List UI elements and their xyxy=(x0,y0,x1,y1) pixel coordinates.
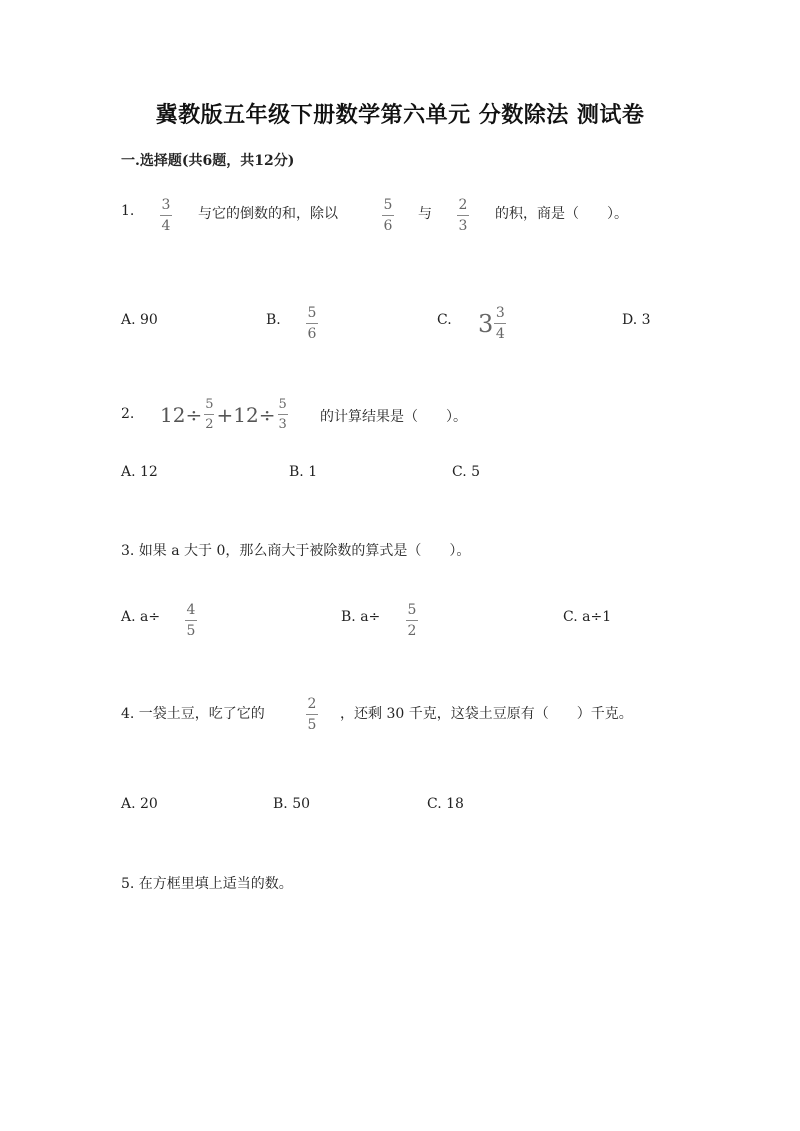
q2-expr-fraction-1 xyxy=(204,398,214,431)
q1-fraction-a xyxy=(160,198,172,233)
q1-option-c-fraction xyxy=(494,306,506,341)
q4-option-a[interactable]: A. 20 xyxy=(121,796,158,812)
q2-expr-number-2: 12 xyxy=(233,402,259,427)
fraction-bar xyxy=(160,215,172,216)
section-heading: 一.选择题(共6题，共12分) xyxy=(121,153,295,169)
q4-fraction-denominator: 5 xyxy=(307,717,317,733)
q3-option-c[interactable]: C. a÷1 xyxy=(563,609,612,625)
plus-sign: + xyxy=(216,402,234,427)
q1-option-a[interactable]: A. 90 xyxy=(121,312,158,328)
q1-fraction-b xyxy=(382,198,394,233)
divide-sign: ÷ xyxy=(258,402,276,427)
q1-option-c-whole: 3 xyxy=(478,309,494,338)
q2-expr-fraction-1-denominator: 2 xyxy=(205,417,214,432)
q1-fraction-a-denominator: 4 xyxy=(161,218,171,234)
q2-expr-fraction-2-denominator: 3 xyxy=(278,417,287,432)
q2-option-c[interactable]: C. 5 xyxy=(452,464,481,480)
fraction-bar xyxy=(406,620,418,621)
q1-fraction-a-numerator: 3 xyxy=(161,197,171,213)
fraction-bar xyxy=(306,714,318,715)
q1-option-c-numerator: 3 xyxy=(495,305,505,321)
q1-number: 1. xyxy=(121,203,135,219)
q3-option-a-fraction xyxy=(185,603,197,638)
q2-text: 的计算结果是（ ）。 xyxy=(320,409,467,425)
q4-option-c[interactable]: C. 18 xyxy=(427,796,464,812)
q1-option-b-fraction xyxy=(306,306,318,341)
fraction-bar xyxy=(382,215,394,216)
q1-option-d[interactable]: D. 3 xyxy=(622,312,651,328)
q2-expr-fraction-2 xyxy=(277,398,287,431)
fraction-bar xyxy=(185,620,197,621)
q2-expression xyxy=(160,398,290,431)
q1-option-b-denominator: 6 xyxy=(307,326,317,342)
q1-text-2: 与 xyxy=(418,206,432,222)
q1-text-1: 与它的倒数的和，除以 xyxy=(198,206,338,222)
q1-fraction-b-numerator: 5 xyxy=(383,197,393,213)
q4-fraction xyxy=(306,697,318,732)
fraction-bar xyxy=(306,323,318,324)
q3-option-b-numerator: 5 xyxy=(407,602,417,618)
q3-option-b-label[interactable]: B. a÷ xyxy=(341,609,381,625)
q1-option-c-denominator: 4 xyxy=(495,326,505,342)
q3-option-a-denominator: 5 xyxy=(186,623,196,639)
fraction-bar xyxy=(457,215,469,216)
q4-option-b[interactable]: B. 50 xyxy=(273,796,311,812)
q1-option-c-label[interactable]: C. xyxy=(437,312,452,328)
fraction-bar xyxy=(204,414,214,415)
q5-text: 5. 在方框里填上适当的数。 xyxy=(121,876,293,892)
divide-sign: ÷ xyxy=(185,402,203,427)
q1-fraction-c-denominator: 3 xyxy=(458,218,468,234)
q3-option-b-fraction xyxy=(406,603,418,638)
q1-option-c-mixed-number xyxy=(478,306,506,341)
q1-option-b-numerator: 5 xyxy=(307,305,317,321)
q3-option-a-numerator: 4 xyxy=(186,602,196,618)
q1-fraction-c xyxy=(457,198,469,233)
q2-option-b[interactable]: B. 1 xyxy=(289,464,318,480)
q1-text-3: 的积，商是（ ）。 xyxy=(495,206,628,222)
q1-option-b-label[interactable]: B. xyxy=(266,312,281,328)
q2-expr-number-1: 12 xyxy=(160,402,186,427)
q2-expr-fraction-1-numerator: 5 xyxy=(205,397,214,412)
q4-text-1: 4. 一袋土豆，吃了它的 xyxy=(121,706,265,722)
q1-fraction-c-numerator: 2 xyxy=(458,197,468,213)
q3-text: 3. 如果 a 大于 0，那么商大于被除数的算式是（ ）。 xyxy=(121,543,471,559)
q4-text-2: ，还剩 30 千克，这袋土豆原有（ ）千克。 xyxy=(340,706,633,722)
q2-expr-fraction-2-numerator: 5 xyxy=(278,397,287,412)
q4-fraction-numerator: 2 xyxy=(307,696,317,712)
q3-option-a-label[interactable]: A. a÷ xyxy=(121,609,161,625)
q1-fraction-b-denominator: 6 xyxy=(383,218,393,234)
q3-option-b-denominator: 2 xyxy=(407,623,417,639)
fraction-bar xyxy=(278,414,288,415)
fraction-bar xyxy=(494,323,506,324)
q2-option-a[interactable]: A. 12 xyxy=(121,464,158,480)
page-title: 冀教版五年级下册数学第六单元 分数除法 测试卷 xyxy=(155,102,645,128)
q2-number: 2. xyxy=(121,406,135,422)
